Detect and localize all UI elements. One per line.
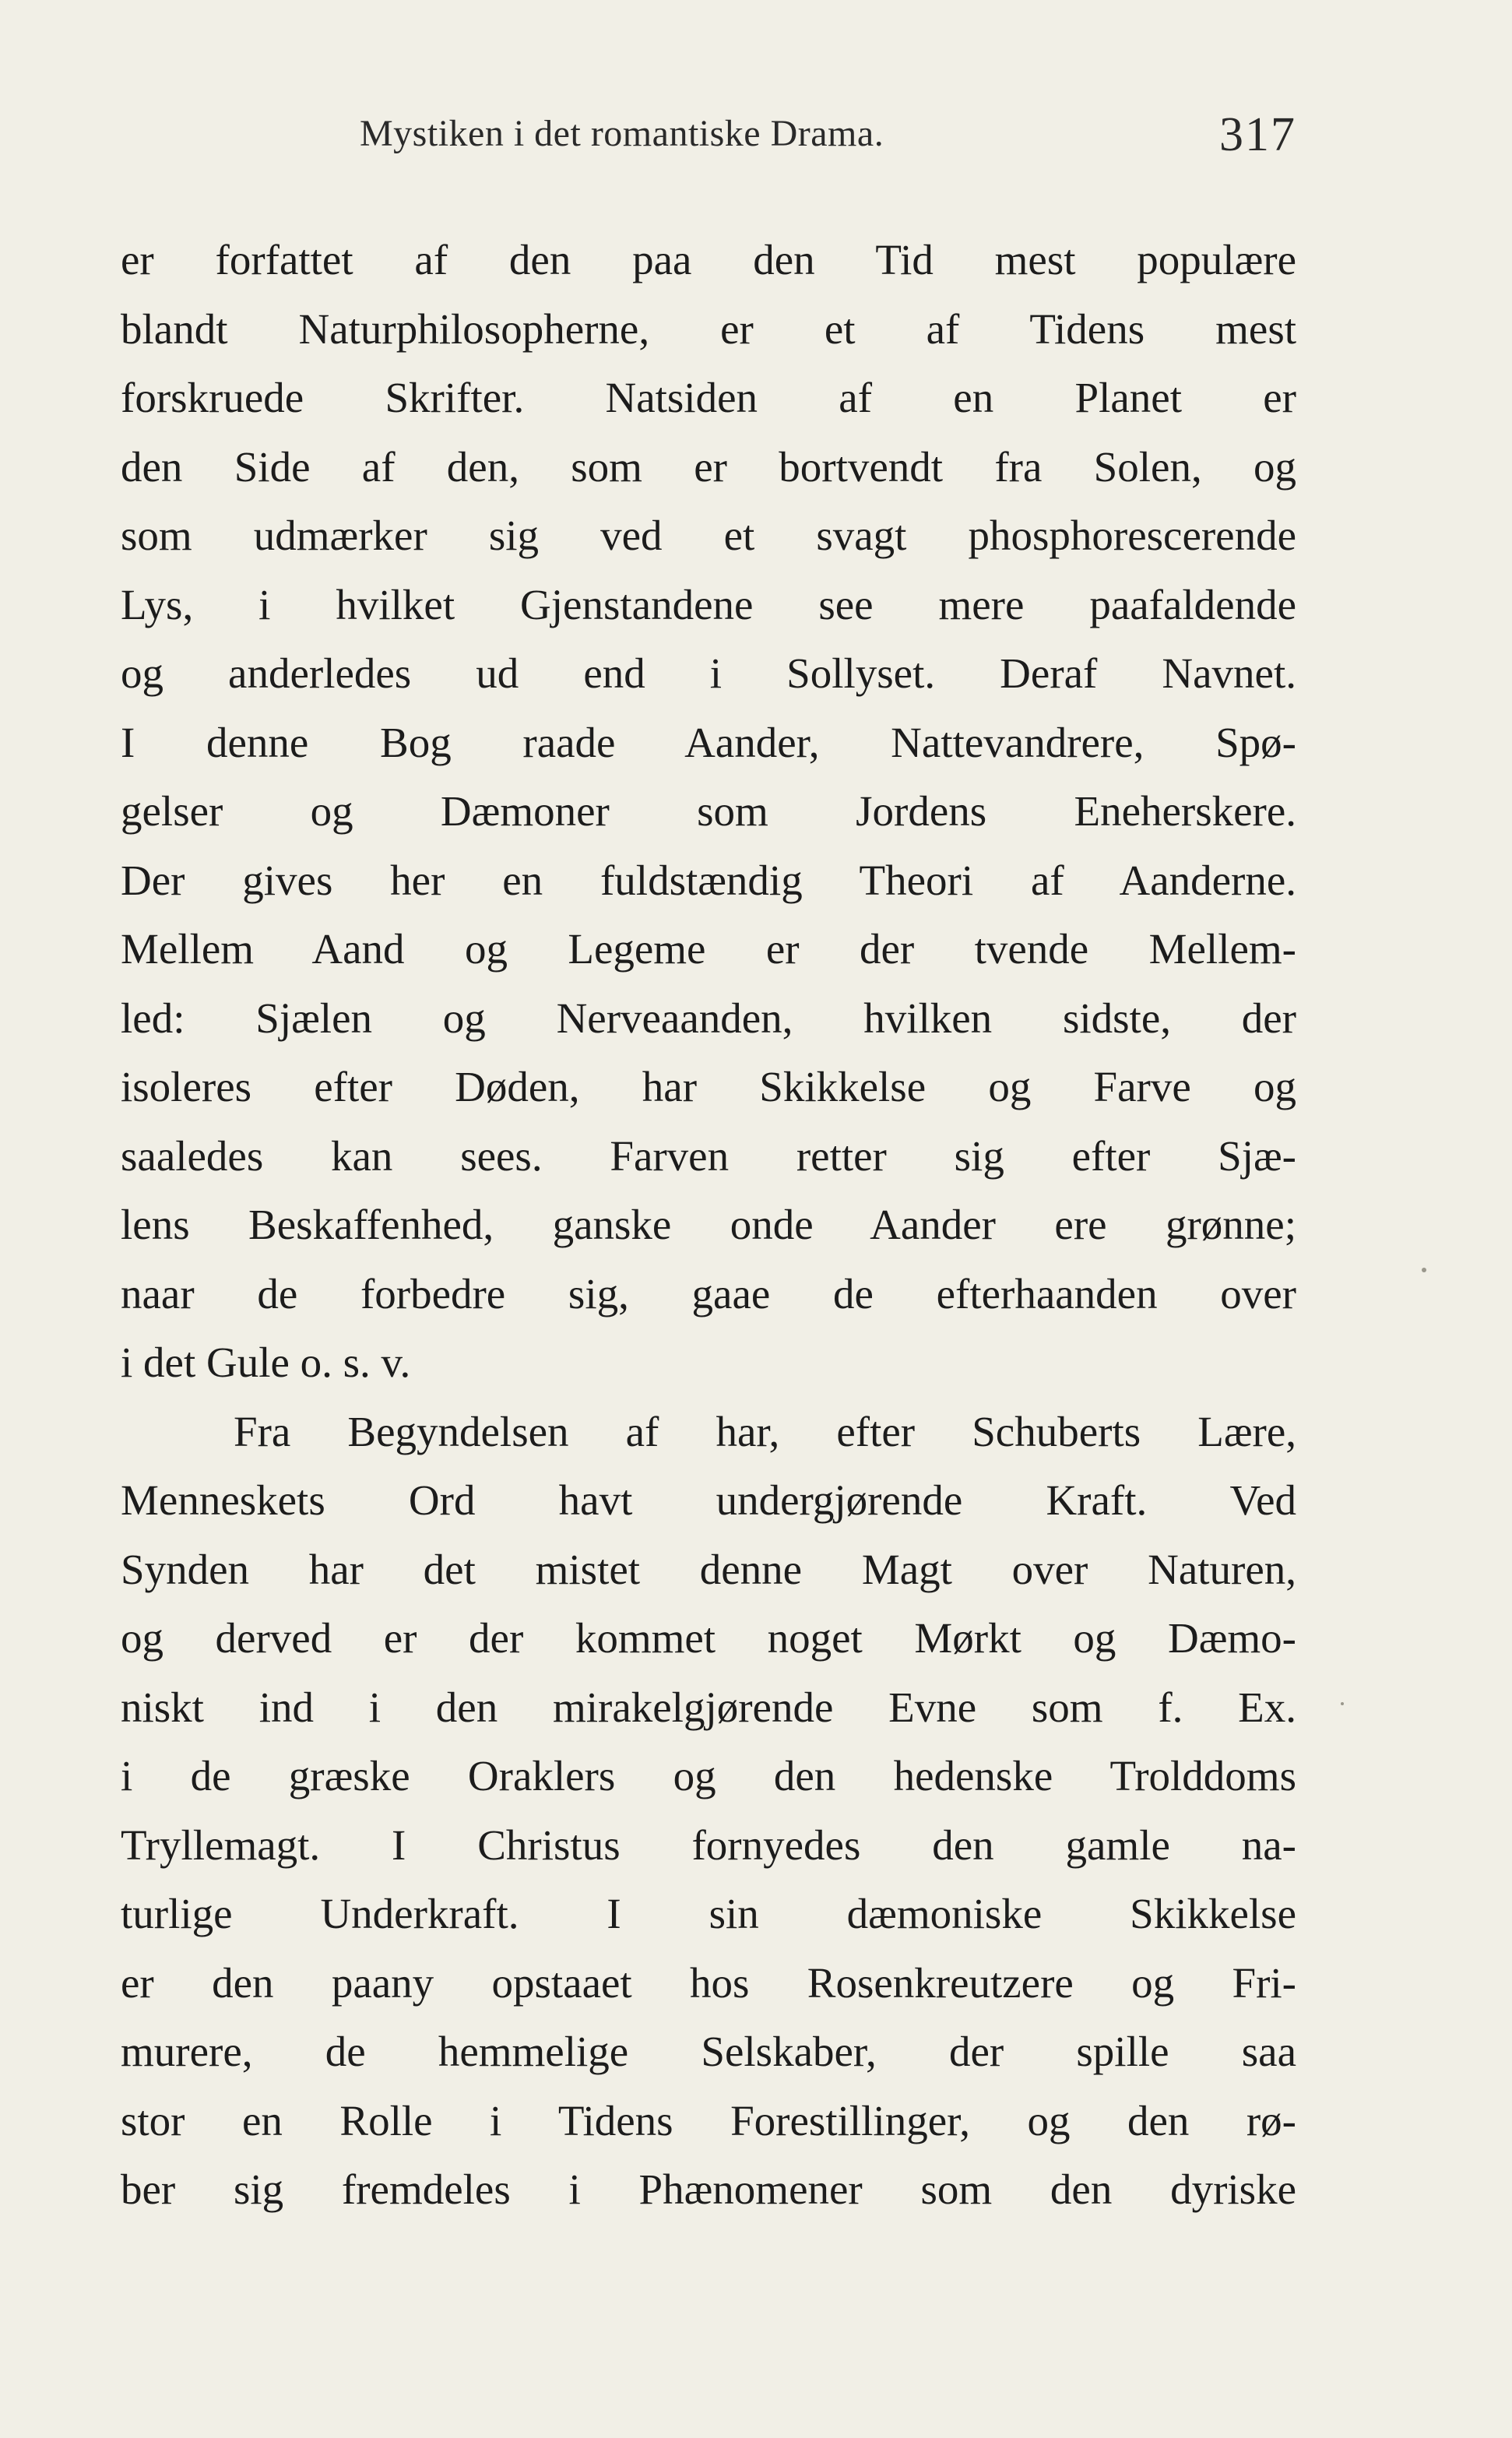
text-line: Mellem Aand og Legeme er der tvende Mellem- [121,925,1296,973]
text-line: er forfattet af den paa den Tid mest populære [121,236,1296,283]
page-number: 317 [1219,108,1296,161]
text-line: I denne Bog raade Aander, Nattevandrere, Spø- [121,718,1296,766]
text-line: blandt Naturphilosopherne, er et af Tidens mest [121,304,1296,353]
text-line: og derved er der kommet noget Mørkt og Dæmo- [121,1614,1296,1662]
text-line: Menneskets Ord havt undergjørende Kraft. Ved [121,1476,1296,1524]
text-line: Synden har det mistet denne Magt over Naturen, [121,1545,1296,1593]
text-line: Lys, i hvilket Gjenstandene see mere paafaldende [121,580,1296,628]
text-line: og anderledes ud end i Sollyset. Deraf Navnet. [121,649,1296,697]
text-line: er den paany opstaaet hos Rosenkreutzere og Fri- [121,1958,1296,2007]
text-line: naar de forbedre sig, gaae de efterhaanden over [121,1269,1296,1318]
text-line: niskt ind i den mirakelgjørende Evne som f. Ex. [121,1683,1296,1731]
text-line: murere, de hemmelige Selskaber, der spille saa [121,2028,1296,2075]
paragraph-first-line: Fra Begyndelsen af har, efter Schuberts Lære, [234,1407,1296,1455]
text-line: ber sig fremdeles i Phænomener som den dyriske [121,2165,1296,2213]
page-header [121,107,1296,170]
text-line: i det Gule o. s. v. [121,1339,411,1386]
text-line: gelser og Dæmoner som Jordens Eneherskere. [121,787,1296,835]
body-text [121,226,1296,2225]
text-line: i de græske Oraklers og den hedenske Trolddoms [121,1752,1296,1799]
text-line: forskruede Skrifter. Natsiden af en Planet er [121,374,1296,421]
running-title: Mystiken i det romantiske Drama. [360,113,884,154]
text-line: den Side af den, som er bortvendt fra Solen, og [121,442,1296,491]
paper-speck [1422,1268,1426,1272]
text-line: som udmærker sig ved et svagt phosphorescerende [121,512,1296,559]
text-line: stor en Rolle i Tidens Forestillinger, og den rø- [121,2096,1296,2144]
text-line: turlige Underkraft. I sin dæmoniske Skikkelse [121,1890,1296,1937]
text-line: Tryllemagt. I Christus fornyedes den gamle na- [121,1821,1296,1869]
paper-speck [1341,1702,1344,1705]
text-line: saaledes kan sees. Farven retter sig efter Sjæ- [121,1131,1296,1180]
text-line: isoleres efter Døden, har Skikkelse og Farve og [121,1063,1296,1110]
text-line: lens Beskaffenhed, ganske onde Aander ere grønne; [121,1201,1296,1248]
text-line: Der gives her en fuldstændig Theori af Aanderne. [121,856,1296,904]
text-line: led: Sjælen og Nerveaanden, hvilken sidste, der [121,994,1296,1042]
